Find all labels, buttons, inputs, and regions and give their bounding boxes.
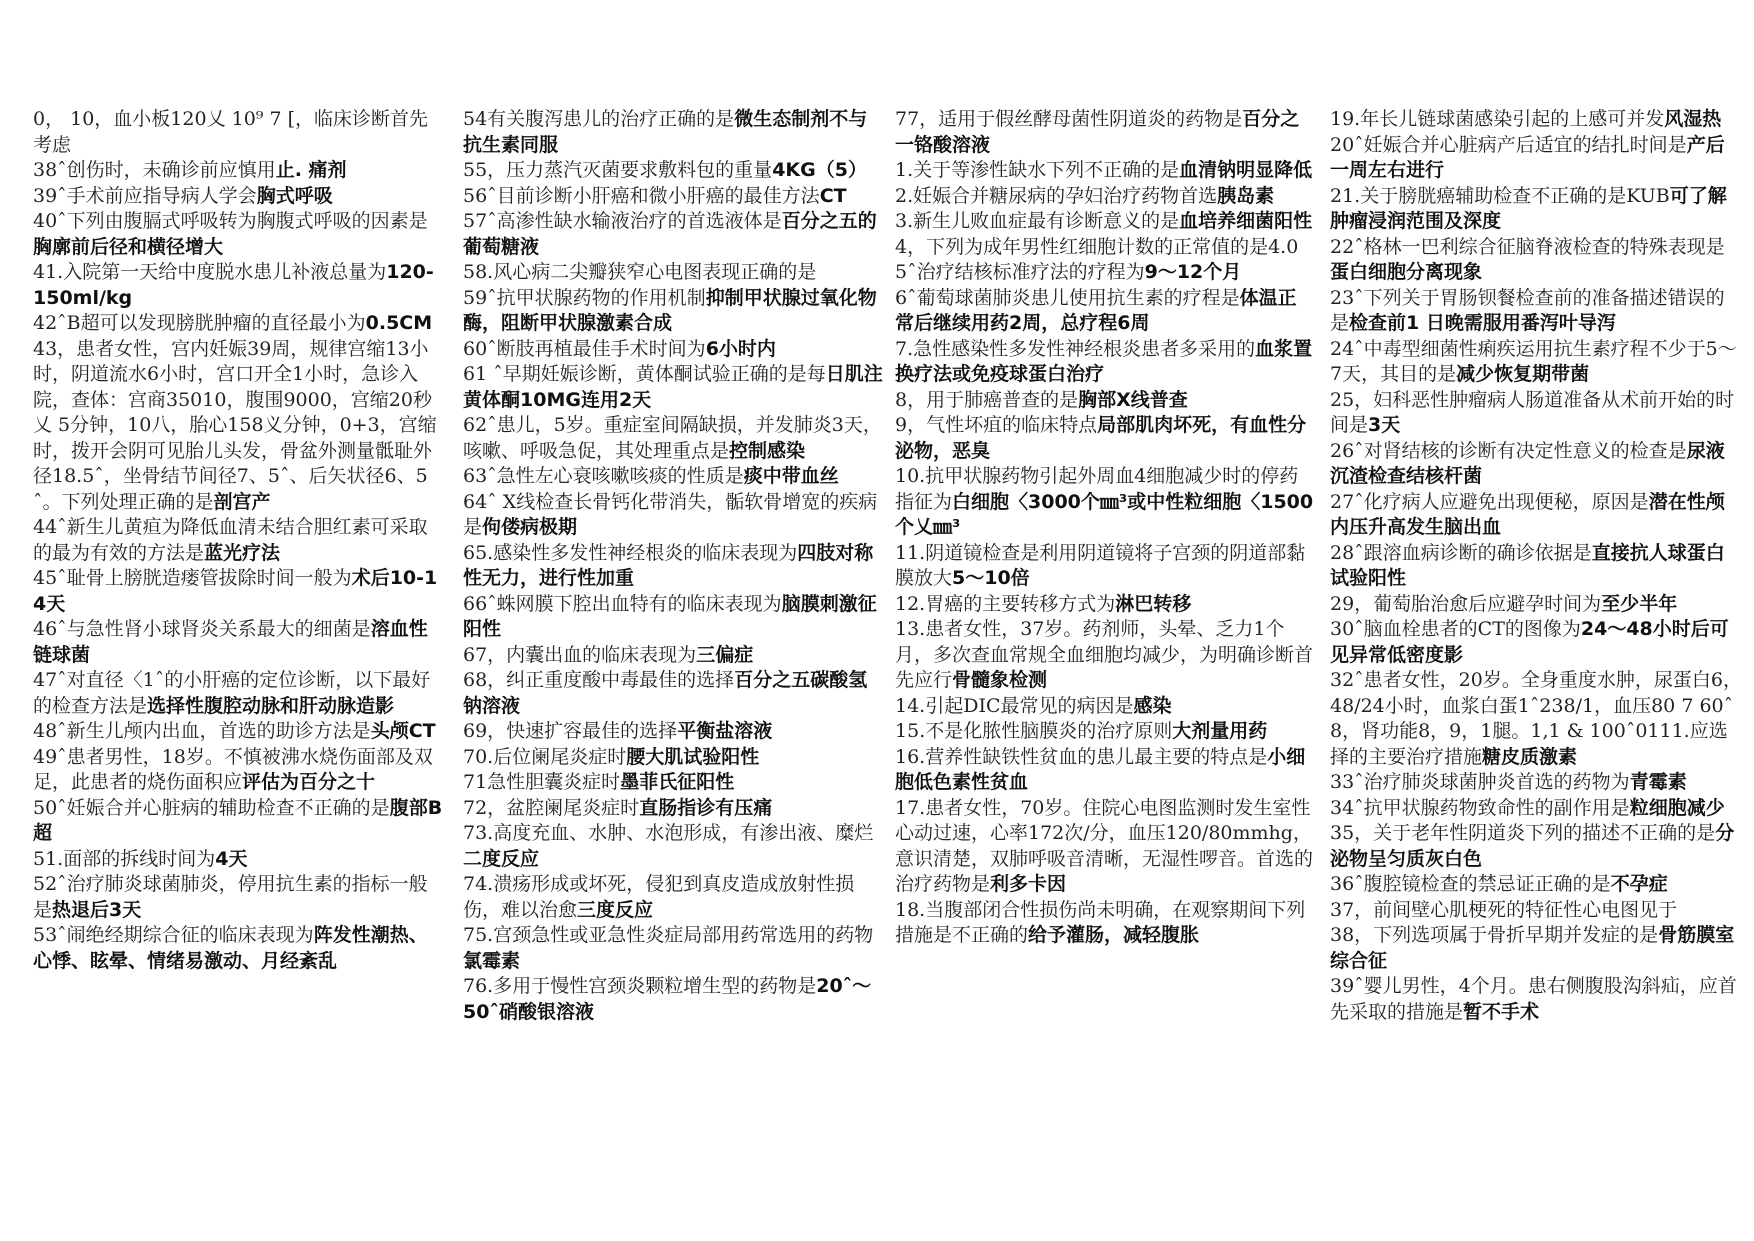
question-stem: 2.妊娠合并糖尿病的孕妇治疗药物首选 (895, 184, 1218, 207)
question-stem: 4，下列为成年男性红细胞计数的正常值的是4.0 (895, 235, 1299, 258)
question-item (33, 668, 443, 719)
question-item (33, 209, 443, 260)
question-item (895, 745, 1315, 796)
answer-text: 分泌物呈匀质灰白色 (1330, 822, 1735, 870)
answer-text: 减少恢复期带菌 (1456, 363, 1590, 385)
question-item (463, 872, 883, 923)
question-item (895, 617, 1315, 694)
answer-text: 120-150ml/kg (33, 261, 434, 309)
question-stem: 30ˆ脑血栓患者的CT的图像为 (1330, 618, 1581, 640)
question-item (33, 566, 443, 617)
question-item (463, 796, 883, 822)
answer-text: 骨髓象检测 (952, 669, 1048, 691)
answer-text: CT (819, 184, 847, 207)
answer-text: 日肌注黄体酮10MG连用2天 (463, 363, 883, 411)
column-4 (1330, 107, 1742, 1025)
answer-text: 止. 痛剂 (275, 159, 347, 181)
answer-text: 墨菲氏征阳性 (620, 771, 735, 793)
question-stem: 21.关于膀胱癌辅助检查不正确的是KUB (1330, 184, 1670, 207)
question-item (33, 872, 443, 923)
question-item (895, 209, 1315, 235)
answer-text: 佝偻病极期 (482, 516, 578, 538)
answer-text: 至少半年 (1601, 592, 1678, 615)
question-item (463, 821, 883, 872)
question-item (463, 490, 883, 541)
answer-text: 直接抗人球蛋白试验阳性 (1330, 541, 1725, 589)
answer-text: 可了解肿瘤浸润范围及深度 (1330, 184, 1727, 232)
answer-text: 阵发性潮热、心悸、眩晕、情绪易激动、月经紊乱 (33, 924, 428, 972)
question-stem: 46ˆ与急性肾小球肾炎关系最大的细菌是 (33, 618, 371, 640)
question-stem: 43，患者女性，宫内妊娠39周，规律宫缩13小时，阴道流水6小时，宫口开全1小时，急诊入院，查体：宫商35010，腹围9000，宫缩20秒乂 5分钟，10八，胎心158义分钟，0+3，宫缩时，拨开会阴可见胎儿头发，骨盆外测量骶耻外径18.5ˆ，坐骨结节间径7、5ˆ、后矢状径6、5ˆ。下列处理正确的是 (33, 337, 437, 513)
question-item (895, 286, 1315, 337)
question-stem: 27ˆ化疗病人应避免出现便秘，原因是 (1330, 490, 1649, 513)
question-stem: 71急性胆囊炎症时 (463, 771, 621, 793)
question-item (895, 337, 1315, 388)
answer-text: 百分之五碳酸氢钠溶液 (463, 669, 868, 717)
question-stem: 39ˆ手术前应指导病人学会 (33, 184, 257, 207)
column-1 (33, 107, 443, 974)
question-stem: 45ˆ耻骨上膀胱造瘘管拔除时间一般为 (33, 567, 352, 589)
question-stem: 38，下列选项属于骨折早期并发症的是 (1330, 924, 1659, 946)
question-item (33, 337, 443, 516)
question-stem: 72，盆腔阑尾炎症时 (463, 796, 640, 819)
question-item (1330, 770, 1742, 796)
answer-text: 不孕症 (1610, 873, 1668, 895)
question-item (463, 158, 883, 184)
column-2 (463, 107, 883, 1025)
question-stem: 35，关于老年性阴道炎下列的描述不正确的是 (1330, 822, 1716, 844)
answer-text: 血清钠明显降低 (1179, 159, 1313, 181)
question-item (895, 235, 1315, 261)
question-stem: 62ˆ患儿，5岁。重症室间隔缺损，并发肺炎3天，咳嗽、呼吸急促，其处理重点是 (463, 414, 882, 462)
question-stem: 40ˆ下列由腹膈式呼吸转为胸腹式呼吸的因素是 (33, 210, 428, 232)
answer-text: 头颅CT (370, 720, 436, 742)
question-stem: 14.引起DIC最常见的病因是 (895, 694, 1134, 717)
question-item (463, 541, 883, 592)
question-stem: 60ˆ断肢再植最佳手术时间为 (463, 337, 706, 360)
question-stem: 5ˆ治疗结核标准疗法的疗程为 (895, 261, 1145, 283)
question-stem: 77，适用于假丝酵母菌性阴道炎的药物是 (895, 108, 1243, 130)
question-stem: 16.营养性缺铁性贫血的患儿最主要的特点是 (895, 745, 1268, 768)
question-item (895, 464, 1315, 541)
question-stem: 63ˆ急性左心衰咳嗽咳痰的性质是 (463, 465, 744, 487)
question-stem: 66ˆ蛛网膜下腔出血特有的临床表现为 (463, 592, 782, 615)
answer-text: 局部肌肉坏死，有血性分泌物，恶臭 (895, 414, 1307, 462)
question-stem: 15.不是化脓性脑膜炎的治疗原则 (895, 720, 1173, 742)
question-item (895, 541, 1315, 592)
question-item (1330, 821, 1742, 872)
question-stem: 54有关腹泻患儿的治疗正确的是 (463, 108, 735, 130)
answer-text: 氯霉素 (463, 949, 521, 972)
question-stem: 23ˆ下列关于胃肠钡餐检查前的准备描述错误的是 (1330, 286, 1725, 334)
answer-text: 剖宫产 (213, 490, 271, 513)
answer-text: 痰中带血丝 (743, 465, 839, 487)
question-stem: 7.急性感染性多发性神经根炎患者多采用的 (895, 337, 1256, 360)
answer-text: 粒细胞减少 (1629, 796, 1725, 819)
question-stem: 59ˆ抗甲状腺药物的作用机制 (463, 286, 706, 309)
question-stem: 42ˆB超可以发现膀胱肿瘤的直径最小为 (33, 312, 366, 334)
question-stem: 17.患者女性，70岁。住院心电图监测时发生室性心动过速，心率172次/分，血压120/80mmhg， 意识清楚，双肺呼吸音清晰，无湿性啰音。首选的治疗药物是 (895, 796, 1314, 895)
question-item (33, 719, 443, 745)
answer-text: 术后10-14天 (33, 567, 438, 615)
answer-text: 血浆置换疗法或免疫球蛋白治疗 (895, 337, 1313, 385)
question-stem: 24ˆ中毒型细菌性痢疾运用抗生素疗程不少于5〜7天，其目的是 (1330, 337, 1737, 385)
question-stem: 12.胃癌的主要转移方式为 (895, 592, 1116, 615)
question-stem: 65.感染性多发性神经根炎的临床表现为 (463, 541, 798, 564)
question-stem: 55，压力蒸汽灭菌要求敷料包的重量 (463, 159, 773, 181)
answer-text: 腰大肌试验阳性 (626, 745, 760, 768)
answer-text: 四肢对称性无力，进行性加重 (463, 541, 874, 589)
question-stem: 11.阴道镜检查是利用阴道镜将子宫颈的阴道部黏膜放大 (895, 541, 1306, 589)
answer-text: 6小时内 (705, 337, 776, 360)
question-item (1330, 490, 1742, 541)
question-stem: 44ˆ新生儿黄疸为降低血清未结合胆红素可采取的最为有效的方法是 (33, 516, 428, 564)
question-item (895, 898, 1315, 949)
question-item (463, 184, 883, 210)
question-stem: 37，前间壁心肌梗死的特征性心电图见于 (1330, 898, 1678, 921)
answer-text: 4KG（5） (772, 159, 867, 181)
question-stem: 70.后位阑尾炎症时 (463, 745, 627, 768)
question-stem: 56ˆ目前诊断小肝癌和微小肝癌的最佳方法 (463, 184, 820, 207)
question-stem: 41.入院第一天给中度脱水患儿补液总量为 (33, 261, 387, 283)
question-item (1330, 668, 1742, 770)
question-item (33, 847, 443, 873)
question-item (463, 923, 883, 974)
question-stem: 67，内囊出血的临床表现为 (463, 643, 697, 666)
question-item (1330, 286, 1742, 337)
question-item (895, 592, 1315, 618)
question-item (895, 184, 1315, 210)
question-stem: 50ˆ妊娠合并心脏病的辅助检查不正确的是 (33, 796, 390, 819)
answer-text: 暂不手术 (1463, 1000, 1540, 1023)
question-stem: 61 ˆ早期妊娠诊断，黄体酮试验正确的是每 (463, 363, 826, 385)
question-stem: 36ˆ腹腔镜检查的禁忌证正确的是 (1330, 873, 1611, 895)
question-item (463, 643, 883, 669)
answer-text: 胸部X线普查 (1078, 388, 1188, 411)
question-stem: 39ˆ婴儿男性，4个月。患右侧腹股沟斜疝，应首先采取的措施是 (1330, 975, 1737, 1023)
answer-text: 白细胞〈3000个㎜³或中性粒细胞〈1500个乂㎜³ (895, 490, 1314, 538)
question-stem: 69，快速扩容最佳的选择 (463, 720, 678, 742)
answer-text: 胸廓前后径和横径增大 (33, 235, 224, 258)
answer-text: 微生态制剂不与抗生素同服 (463, 108, 868, 156)
question-item (463, 464, 883, 490)
question-stem: 32ˆ患者女性，20岁。全身重度水肿，尿蛋白6，48/24小时，血浆白蛋1ˆ238/1，血压80 7 60ˆ 8，肾功能8，9，1腿。1,1 & 100ˆ0111.应选择的主要治疗措施 (1330, 669, 1742, 768)
answer-text: 3天 (1368, 414, 1401, 436)
answer-text: 骨筋膜室综合征 (1330, 924, 1735, 972)
question-stem: 6ˆ葡萄球菌肺炎患儿使用抗生素的疗程是 (895, 286, 1240, 309)
question-item (33, 107, 443, 158)
answer-text: 0.5CM (365, 312, 433, 334)
question-item (895, 694, 1315, 720)
question-stem: 73.高度充血、水肿、水泡形成，有渗出液、糜烂 (463, 822, 874, 844)
question-item (463, 107, 883, 158)
question-item (33, 311, 443, 337)
question-item (463, 974, 883, 1025)
question-stem: 19.年长儿链球菌感染引起的上感可并发 (1330, 108, 1665, 130)
question-item (1330, 184, 1742, 235)
question-item (33, 260, 443, 311)
question-stem: 74.溃疡形成或坏死，侵犯到真皮造成放射性损伤，难以治愈 (463, 873, 855, 921)
question-item (33, 158, 443, 184)
answer-text: 糖皮质激素 (1482, 745, 1578, 768)
question-item (33, 617, 443, 668)
question-item (463, 592, 883, 643)
answer-text: 百分之五的葡萄糖液 (463, 210, 877, 258)
answer-text: 溶血性链球菌 (33, 618, 428, 666)
question-stem: 51.面部的拆线时间为 (33, 847, 216, 870)
answer-text: 5〜10倍 (952, 567, 1030, 589)
answer-text: 9〜12个月 (1144, 261, 1242, 283)
answer-text: 胰岛素 (1217, 184, 1275, 207)
question-item (1330, 898, 1742, 924)
answer-text: 腹部B超 (33, 796, 443, 844)
answer-text: 评估为百分之十 (242, 771, 376, 793)
answer-text: 利多卡因 (990, 873, 1067, 895)
question-item (1330, 592, 1742, 618)
question-item (463, 770, 883, 796)
question-item (463, 668, 883, 719)
answer-text: 体温正常后继续用药2周，总疗程6周 (895, 286, 1297, 334)
question-stem: 33ˆ治疗肺炎球菌肿炎首选的药物为 (1330, 771, 1630, 793)
answer-text: 检查前1 日晚需服用番泻叶导泻 (1349, 312, 1616, 334)
answer-text: 热退后3天 (52, 898, 142, 921)
question-stem: 57ˆ高渗性缺水输液治疗的首选液体是 (463, 210, 782, 232)
answer-text: 百分之一铬酸溶液 (895, 108, 1300, 156)
question-stem: 20ˆ妊娠合并心脏病产后适宜的结扎时间是 (1330, 133, 1687, 156)
question-item (1330, 235, 1742, 286)
question-item (895, 413, 1315, 464)
answer-text: 给予灌肠，减轻腹胀 (1028, 924, 1200, 946)
question-stem: 68，纠正重度酸中毒最佳的选择 (463, 669, 735, 691)
question-stem: 34ˆ抗甲状腺药物致命性的副作用是 (1330, 796, 1630, 819)
question-stem: 75.宫颈急性或亚急性炎症局部用药常选用的药物 (463, 924, 874, 946)
answer-text: 蛋白细胞分离现象 (1330, 261, 1483, 283)
question-item (33, 796, 443, 847)
question-stem: 9，气性坏疽的临床特点 (895, 414, 1098, 436)
question-item (895, 796, 1315, 898)
question-item (1330, 796, 1742, 822)
question-item (33, 745, 443, 796)
answer-text: 大剂量用药 (1172, 720, 1268, 742)
question-stem: 28ˆ跟溶血病诊断的确诊依据是 (1330, 541, 1592, 564)
answer-text: 青霉素 (1629, 771, 1687, 793)
question-item (463, 337, 883, 363)
answer-text: 三度反应 (577, 898, 654, 921)
question-stem: 58.风心病二尖瓣狭窄心电图表现正确的是 (463, 261, 817, 283)
question-item (463, 286, 883, 337)
answer-text: 小细胞低色素性贫血 (895, 745, 1306, 793)
answer-text: 二度反应 (463, 847, 540, 870)
question-stem: 1.关于等渗性缺水下列不正确的是 (895, 159, 1180, 181)
answer-text: 尿液沉渣检查结核杆菌 (1330, 439, 1725, 487)
answer-text: 4天 (215, 847, 248, 870)
question-stem: 52ˆ治疗肺炎球菌肺炎，停用抗生素的指标一般是 (33, 873, 428, 921)
answer-text: 脑膜刺激征阳性 (463, 592, 877, 640)
question-item (895, 158, 1315, 184)
question-item (895, 260, 1315, 286)
question-stem: 47ˆ对直径〈1ˆ的小肝癌的定位诊断，以下最好的检查方法是 (33, 669, 431, 717)
answer-text: 血培养细菌阳性 (1179, 210, 1313, 232)
question-item (895, 388, 1315, 414)
question-stem: 29，葡萄胎治愈后应避孕时间为 (1330, 592, 1602, 615)
question-item (463, 413, 883, 464)
question-item (463, 260, 883, 286)
question-item (33, 923, 443, 974)
question-item (463, 209, 883, 260)
question-stem: 13.患者女性，37岁。药剂师，头晕、乏力1个月，多次查血常规全血细胞均减少，为明确诊断首先应行 (895, 618, 1314, 691)
answer-text: 胸式呼吸 (256, 184, 333, 207)
answer-text: 控制感染 (729, 439, 806, 462)
question-item (1330, 872, 1742, 898)
question-item (1330, 439, 1742, 490)
answer-text: 20ˆ〜50ˆ硝酸银溶液 (463, 975, 872, 1023)
question-item (895, 719, 1315, 745)
question-item (33, 184, 443, 210)
question-item (1330, 541, 1742, 592)
answer-text: 产后一周左右进行 (1330, 133, 1725, 181)
question-item (1330, 388, 1742, 439)
answer-text: 淋巴转移 (1115, 592, 1192, 615)
column-3 (895, 107, 1315, 949)
question-stem: 10.抗甲状腺药物引起外周血4细胞减少时的停药指征为 (895, 465, 1299, 513)
question-item (463, 745, 883, 771)
answer-text: 抑制甲状腺过氧化物酶，阻断甲状腺激素合成 (463, 286, 877, 334)
question-stem: 26ˆ对肾结核的诊断有决定性意义的检查是 (1330, 439, 1687, 462)
question-stem: 22ˆ格林一巴利综合征脑脊液检查的特殊表现是 (1330, 235, 1725, 258)
question-stem: 48ˆ新生儿颅内出血，首选的助诊方法是 (33, 720, 371, 742)
question-item (463, 362, 883, 413)
answer-text: 直肠指诊有压痛 (639, 796, 773, 819)
question-item (1330, 107, 1742, 133)
question-stem: 64ˆ X线检查长骨钙化带消失，骺软骨增宽的疾病是 (463, 490, 878, 538)
question-stem: 38ˆ创伤时，未确诊前应慎用 (33, 159, 276, 181)
answer-text: 24〜48小时后可见异常低密度影 (1330, 618, 1729, 666)
answer-text: 选择性腹腔动脉和肝动脉造影 (147, 694, 395, 717)
question-item (1330, 923, 1742, 974)
question-item (1330, 133, 1742, 184)
question-stem: 53ˆ闹绝经期综合征的临床表现为 (33, 924, 314, 946)
answer-text: 风湿热 (1664, 108, 1722, 130)
answer-text: 三偏症 (696, 643, 754, 666)
answer-text: 蓝光疗法 (204, 541, 281, 564)
question-stem: 76.多用于慢性宫颈炎颗粒增生型的药物是 (463, 975, 817, 997)
question-item (1330, 974, 1742, 1025)
question-stem: 3.新生儿败血症最有诊断意义的是 (895, 210, 1180, 232)
question-item (33, 515, 443, 566)
question-item (463, 719, 883, 745)
question-stem: 49ˆ患者男性，18岁。不慎被沸水烧伤面部及双足，此患者的烧伤面积应 (33, 745, 433, 793)
question-stem: 8，用于肺癌普查的是 (895, 388, 1079, 411)
question-item (895, 107, 1315, 158)
question-item (1330, 337, 1742, 388)
question-item (1330, 617, 1742, 668)
question-stem: 0， 10，血小板120乂 10⁹ 7 [，临床诊断首先考虑 (33, 108, 428, 156)
answer-text: 感染 (1133, 694, 1172, 717)
question-stem: 25，妇科恶性肿瘤病人肠道准备从术前开始的时间是 (1330, 388, 1735, 436)
answer-text: 潜在性颅内压升高发生脑出血 (1330, 490, 1725, 538)
question-stem: 18.当腹部闭合性损伤尚未明确，在观察期间下列措施是不正确的 (895, 898, 1306, 946)
answer-text: 平衡盐溶液 (677, 720, 773, 742)
